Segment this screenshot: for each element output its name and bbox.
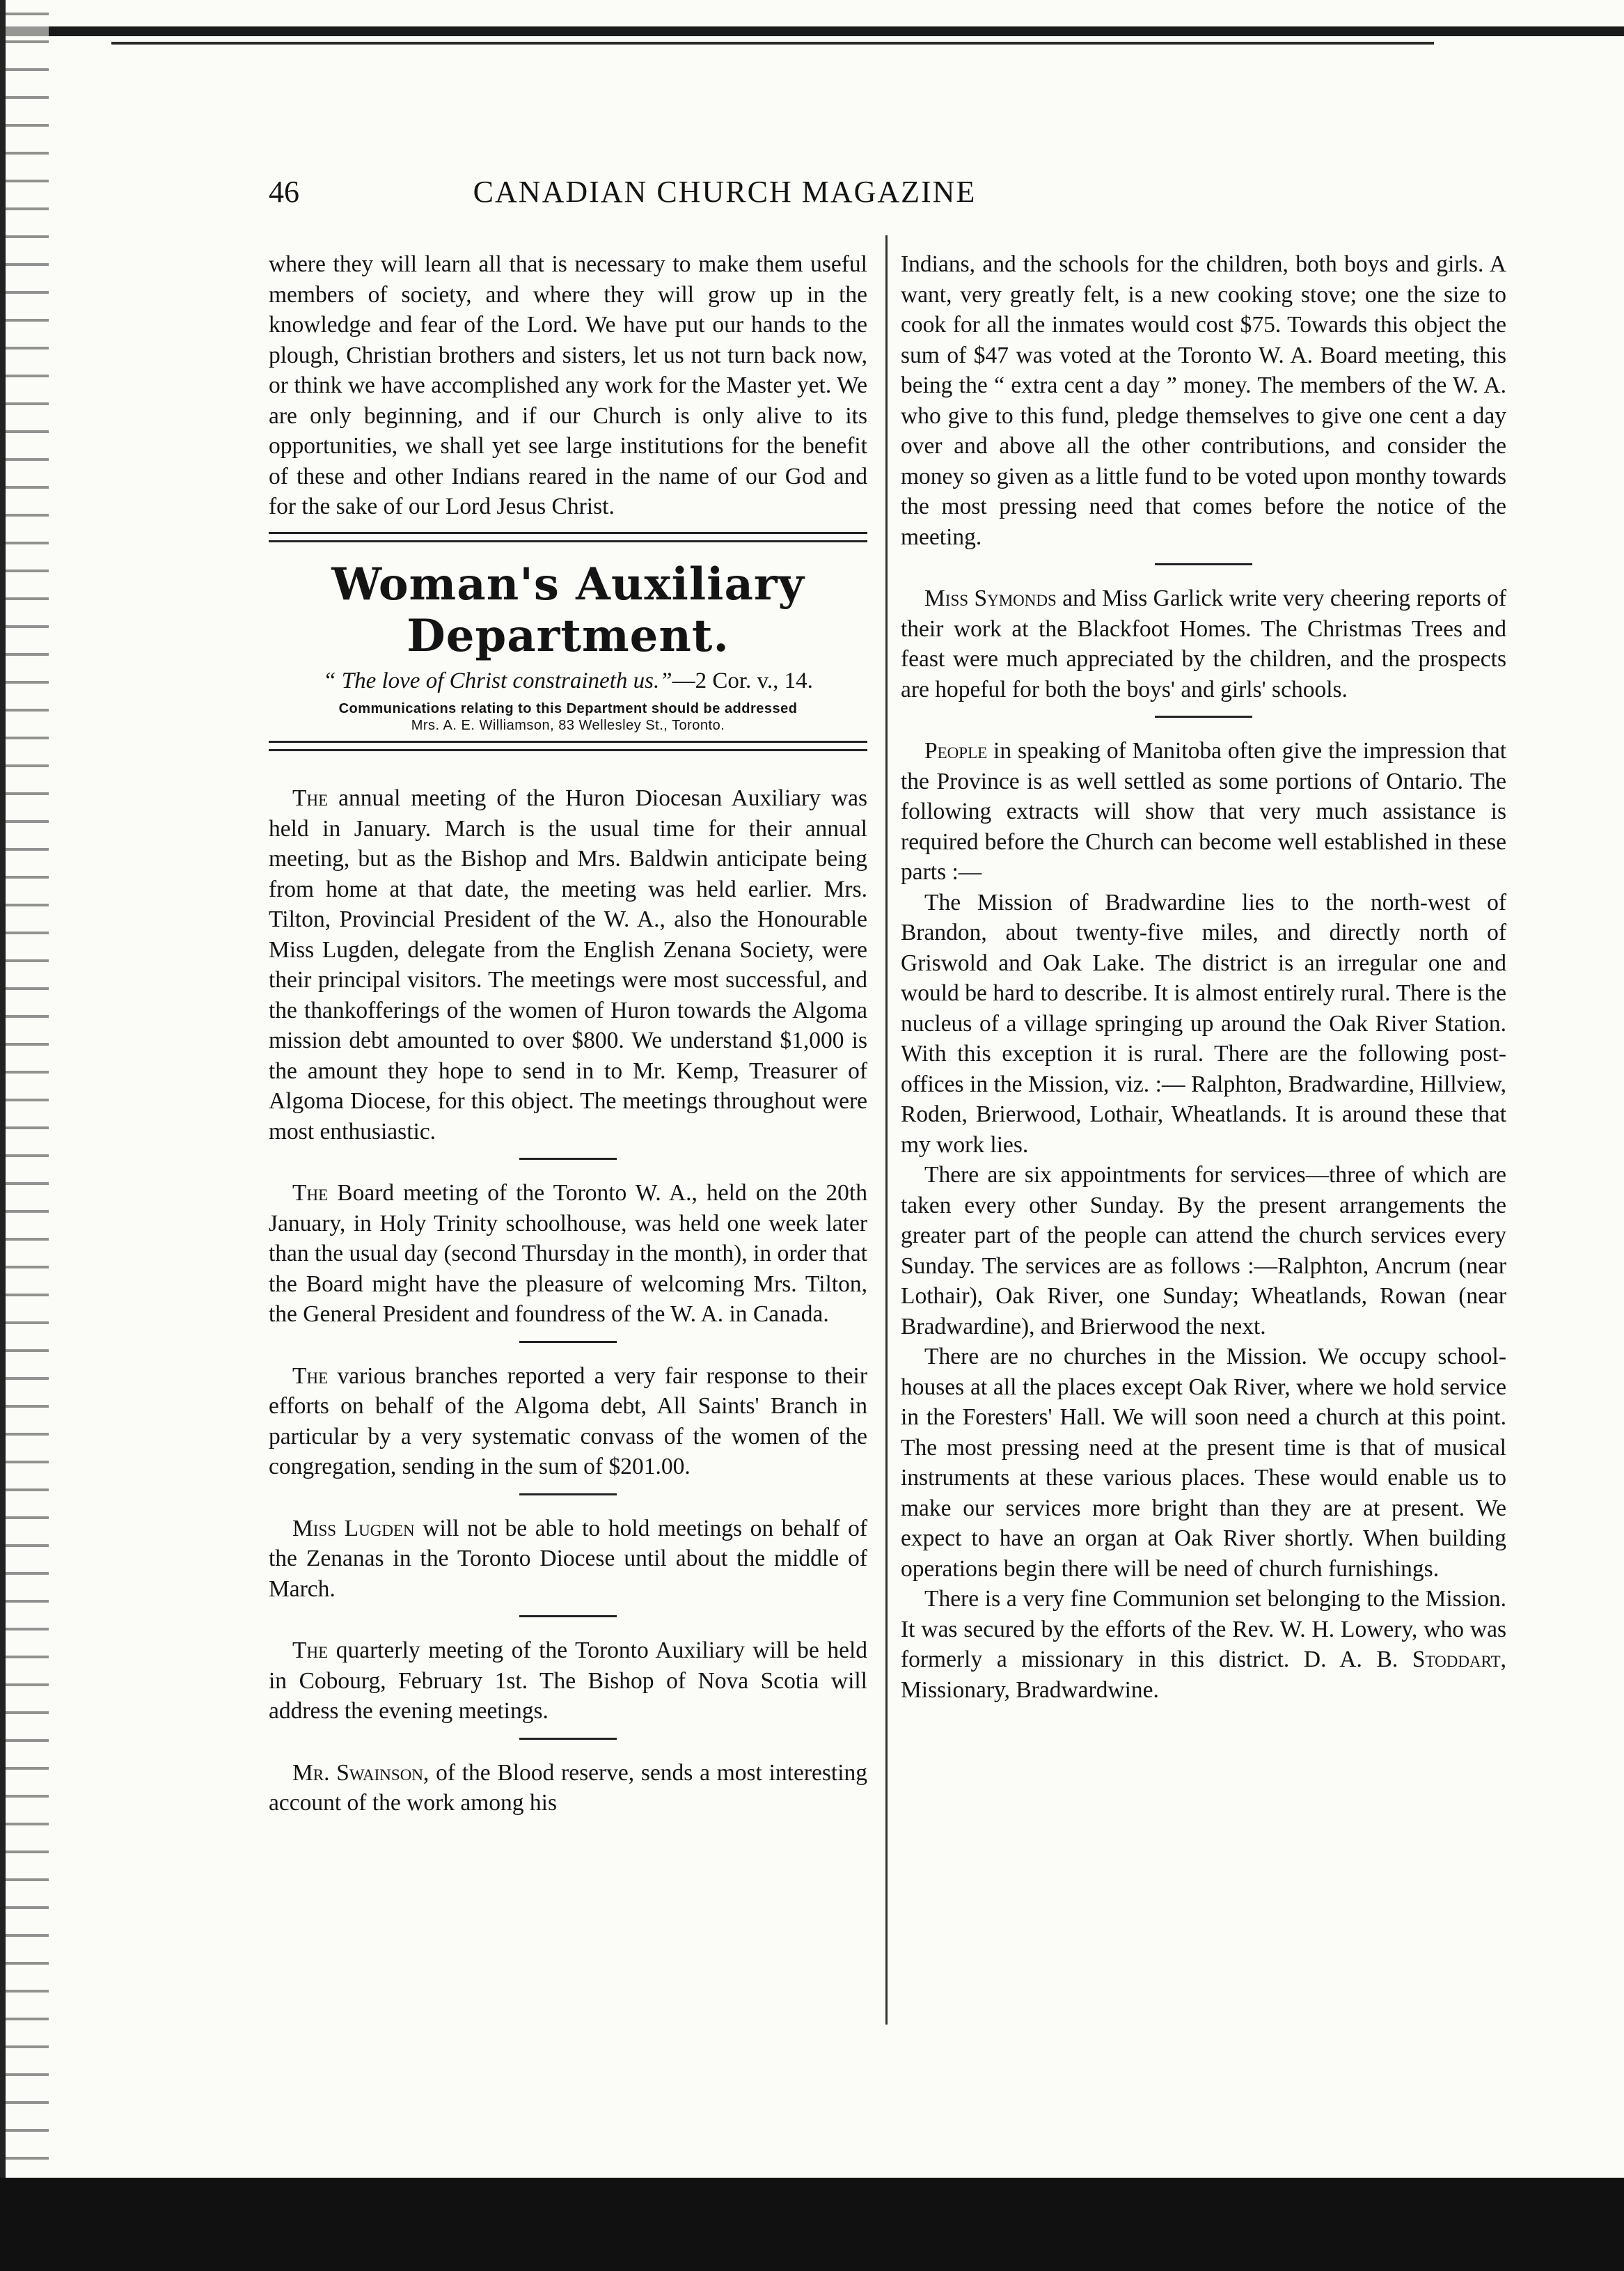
separator-rule — [1155, 563, 1252, 565]
article-communion-set — [901, 1584, 1506, 1705]
section-title: Woman's Auxiliary Department. — [331, 558, 805, 662]
article-text: There is a very fine Communion set belonging to the Mission. It was secured by the efforts of the Rev. W. H. Lowery, who was formerly a missionary in this district. D. A. B. — [901, 1586, 1506, 1672]
article-branches — [269, 1361, 867, 1482]
separator-rule — [1155, 716, 1252, 718]
lead-word: The — [292, 1362, 329, 1389]
article-quarterly-meeting — [269, 1635, 867, 1727]
scan-bottom-border — [0, 2178, 1624, 2271]
scan-left-edge — [0, 0, 49, 2271]
lead-word: People — [924, 738, 988, 764]
article-text: annual meeting of the Huron Diocesan Auxiliary was held in January. March is the usual time for their annual meeting, but as the Bishop and Mrs. Baldwin anticipate being from home at that date, the meeting was held earlier. Mrs. Tilton, Provincial President of the W. A., also the Honourable Miss Lugden, delegate from the English Zenana Society, were their principal visitors. The meetings were most successful, and the thankofferings of the women of Huron towards the Algoma mission debt amounted to over $800. We understand $1,000 is the amount they hope to send in to Mr. Kemp, Treasurer of Algoma Diocese, for this object. The meetings throughout were most enthusiastic. — [269, 785, 867, 1145]
article-text: will not be able to hold meetings on behalf of the Zenanas in the Toronto Diocese until about the middle of March. — [269, 1515, 867, 1602]
article-text: and Miss Garlick write very cheering reports of their work at the Blackfoot Homes. The Christmas Trees and feast were much appreciated by the children, and the prospects are hopeful for both the boys' and girls' schools. — [901, 586, 1506, 702]
article-text: Board meeting of the Toronto W. A., held on the 20th January, in Holy Trinity schoolhouse, was held one week later than the usual day (second Thursday in the month), in order that the Board might have the pleasure of welcoming Mrs. Tilton, the General President and foundress of the W. A. in Canada. — [269, 1180, 867, 1327]
article-text: in speaking of Manitoba often give the impression that the Province is as well settled as some portions of Ontario. The following extracts will show that very much assistance is required before the Church can become well established in these parts :— — [901, 738, 1506, 885]
article-bradwardine-mission: The Mission of Bradwardine lies to the north-west of Brandon, about twenty-five miles, and directly north of Griswold and Oak Lake. The district is an irregular one and would be hard to describe. It is almost entirely rural. There is the nucleus of a village springing up around the Oak River Station. With this exception it is rural. There are the following post-offices in the Mission, viz. :— Ralphton, Bradwardine, Hillview, Roden, Brierwood, Lothair, Wheatlands. It is around these that my work lies. — [901, 889, 1506, 1158]
epigraph-reference: —2 Cor. v., 14. — [672, 668, 813, 693]
section-epigraph — [269, 666, 867, 697]
section-rule-bottom — [269, 741, 867, 751]
article-huron-meeting — [269, 783, 867, 1147]
communications-line-1: Communications relating to this Department should be addressed — [338, 701, 798, 716]
article-manitoba — [901, 736, 1506, 888]
article-text: quarterly meeting of the Toronto Auxiliary will be held in Cobourg, February 1st. The Bishop of Nova Scotia will address the evening meetings. — [269, 1637, 867, 1724]
scan-top-line — [111, 42, 1434, 45]
lead-word: The — [292, 1180, 329, 1206]
lead-word: Miss Lugden — [292, 1515, 415, 1541]
article-text: various branches reported a very fair response to their efforts on behalf of the Algoma debt, All Saints' Branch in particular by a very systematic convass of the women of the congregation, sending in the sum of $201.00. — [269, 1362, 867, 1479]
scan-left-border — [0, 0, 6, 2271]
separator-rule — [519, 1615, 617, 1617]
article-blackfoot-homes — [901, 583, 1506, 705]
separator-rule — [519, 1738, 617, 1740]
lead-word: The — [292, 1637, 329, 1663]
epigraph-text: “ The love of Christ constraineth us.” — [323, 668, 672, 693]
column-divider — [885, 235, 888, 2025]
page-header — [269, 174, 1181, 223]
page-number: 46 — [269, 175, 299, 209]
scan-top-border — [0, 26, 1624, 36]
signature-title: Missionary, Bradwardwine. — [901, 1676, 1159, 1703]
communications-line-2: Mrs. A. E. Williamson, 83 Wellesley St., Toronto. — [411, 718, 725, 733]
article-churches: There are no churches in the Mission. We occupy school-houses at all the places except Oak River, where we hold service in the Foresters' Hall. We will soon need a church at this point. The most pressing need at the present time is that of musical instruments at these various places. These would enable us to make our services more bright than they are at present. We expect to have an organ at Oak River shortly. When building operations begin there will be need of church furnishings. — [901, 1344, 1506, 1582]
continued-paragraph: where they will learn all that is necessary to make them useful members of society, and where they will grow up in the knowledge and fear of the Lord. We have put our hands to the plough, Christian brothers and sisters, let us not turn back now, or think we have accomplished any work for the Master yet. We are only beginning, and if our Church is only alive to its opportunities, we shall yet see large institutions for the benefit of these and other Indians reared in the name of our God and for the sake of our Lord Jesus Christ. — [269, 251, 867, 519]
article-miss-lugden — [269, 1514, 867, 1605]
article-services: There are six appointments for services—three of which are taken every other Sunday. By the present arrangements the greater part of the people can attend the church services every Sunday. The services are as follows :—Ralphton, Ancrum (near Lothair), Oak River, one Sunday; Wheatlands, Rowan (near Bradwardine), and Brierwood the next. — [901, 1162, 1506, 1339]
right-column — [901, 249, 1506, 1705]
continued-paragraph: Indians, and the schools for the children, both boys and girls. A want, very greatly felt, is a new cooking stove; one the size to cook for all the inmates would cost $75. Towards this object the sum of $47 was voted at the Toronto W. A. Board meeting, this being the “ extra cent a day ” money. The members of the W. A. who give to this fund, pledge themselves to give one cent a day over and above all the other contributions, and consider the money so given as a little fund to be voted upon monthy towards the most pressing need that comes before the notice of the meeting. — [901, 251, 1506, 550]
communications-note — [269, 700, 867, 734]
separator-rule — [519, 1158, 617, 1160]
separator-rule — [519, 1493, 617, 1495]
separator-rule — [519, 1341, 617, 1343]
lead-word: Mr. Swainson, — [292, 1759, 429, 1786]
signature-name: Stoddart, — [1412, 1647, 1507, 1672]
section-rule-top — [269, 532, 867, 542]
lead-word: The — [292, 785, 329, 811]
spacer — [269, 768, 867, 783]
article-swainson — [269, 1758, 867, 1818]
magazine-title: CANADIAN CHURCH MAGAZINE — [473, 175, 977, 209]
article-text: of the Blood reserve, sends a most interesting account of the work among his — [269, 1759, 867, 1816]
lead-word: Miss Symonds — [924, 586, 1057, 611]
article-board-meeting — [269, 1178, 867, 1330]
left-column — [269, 249, 867, 1818]
